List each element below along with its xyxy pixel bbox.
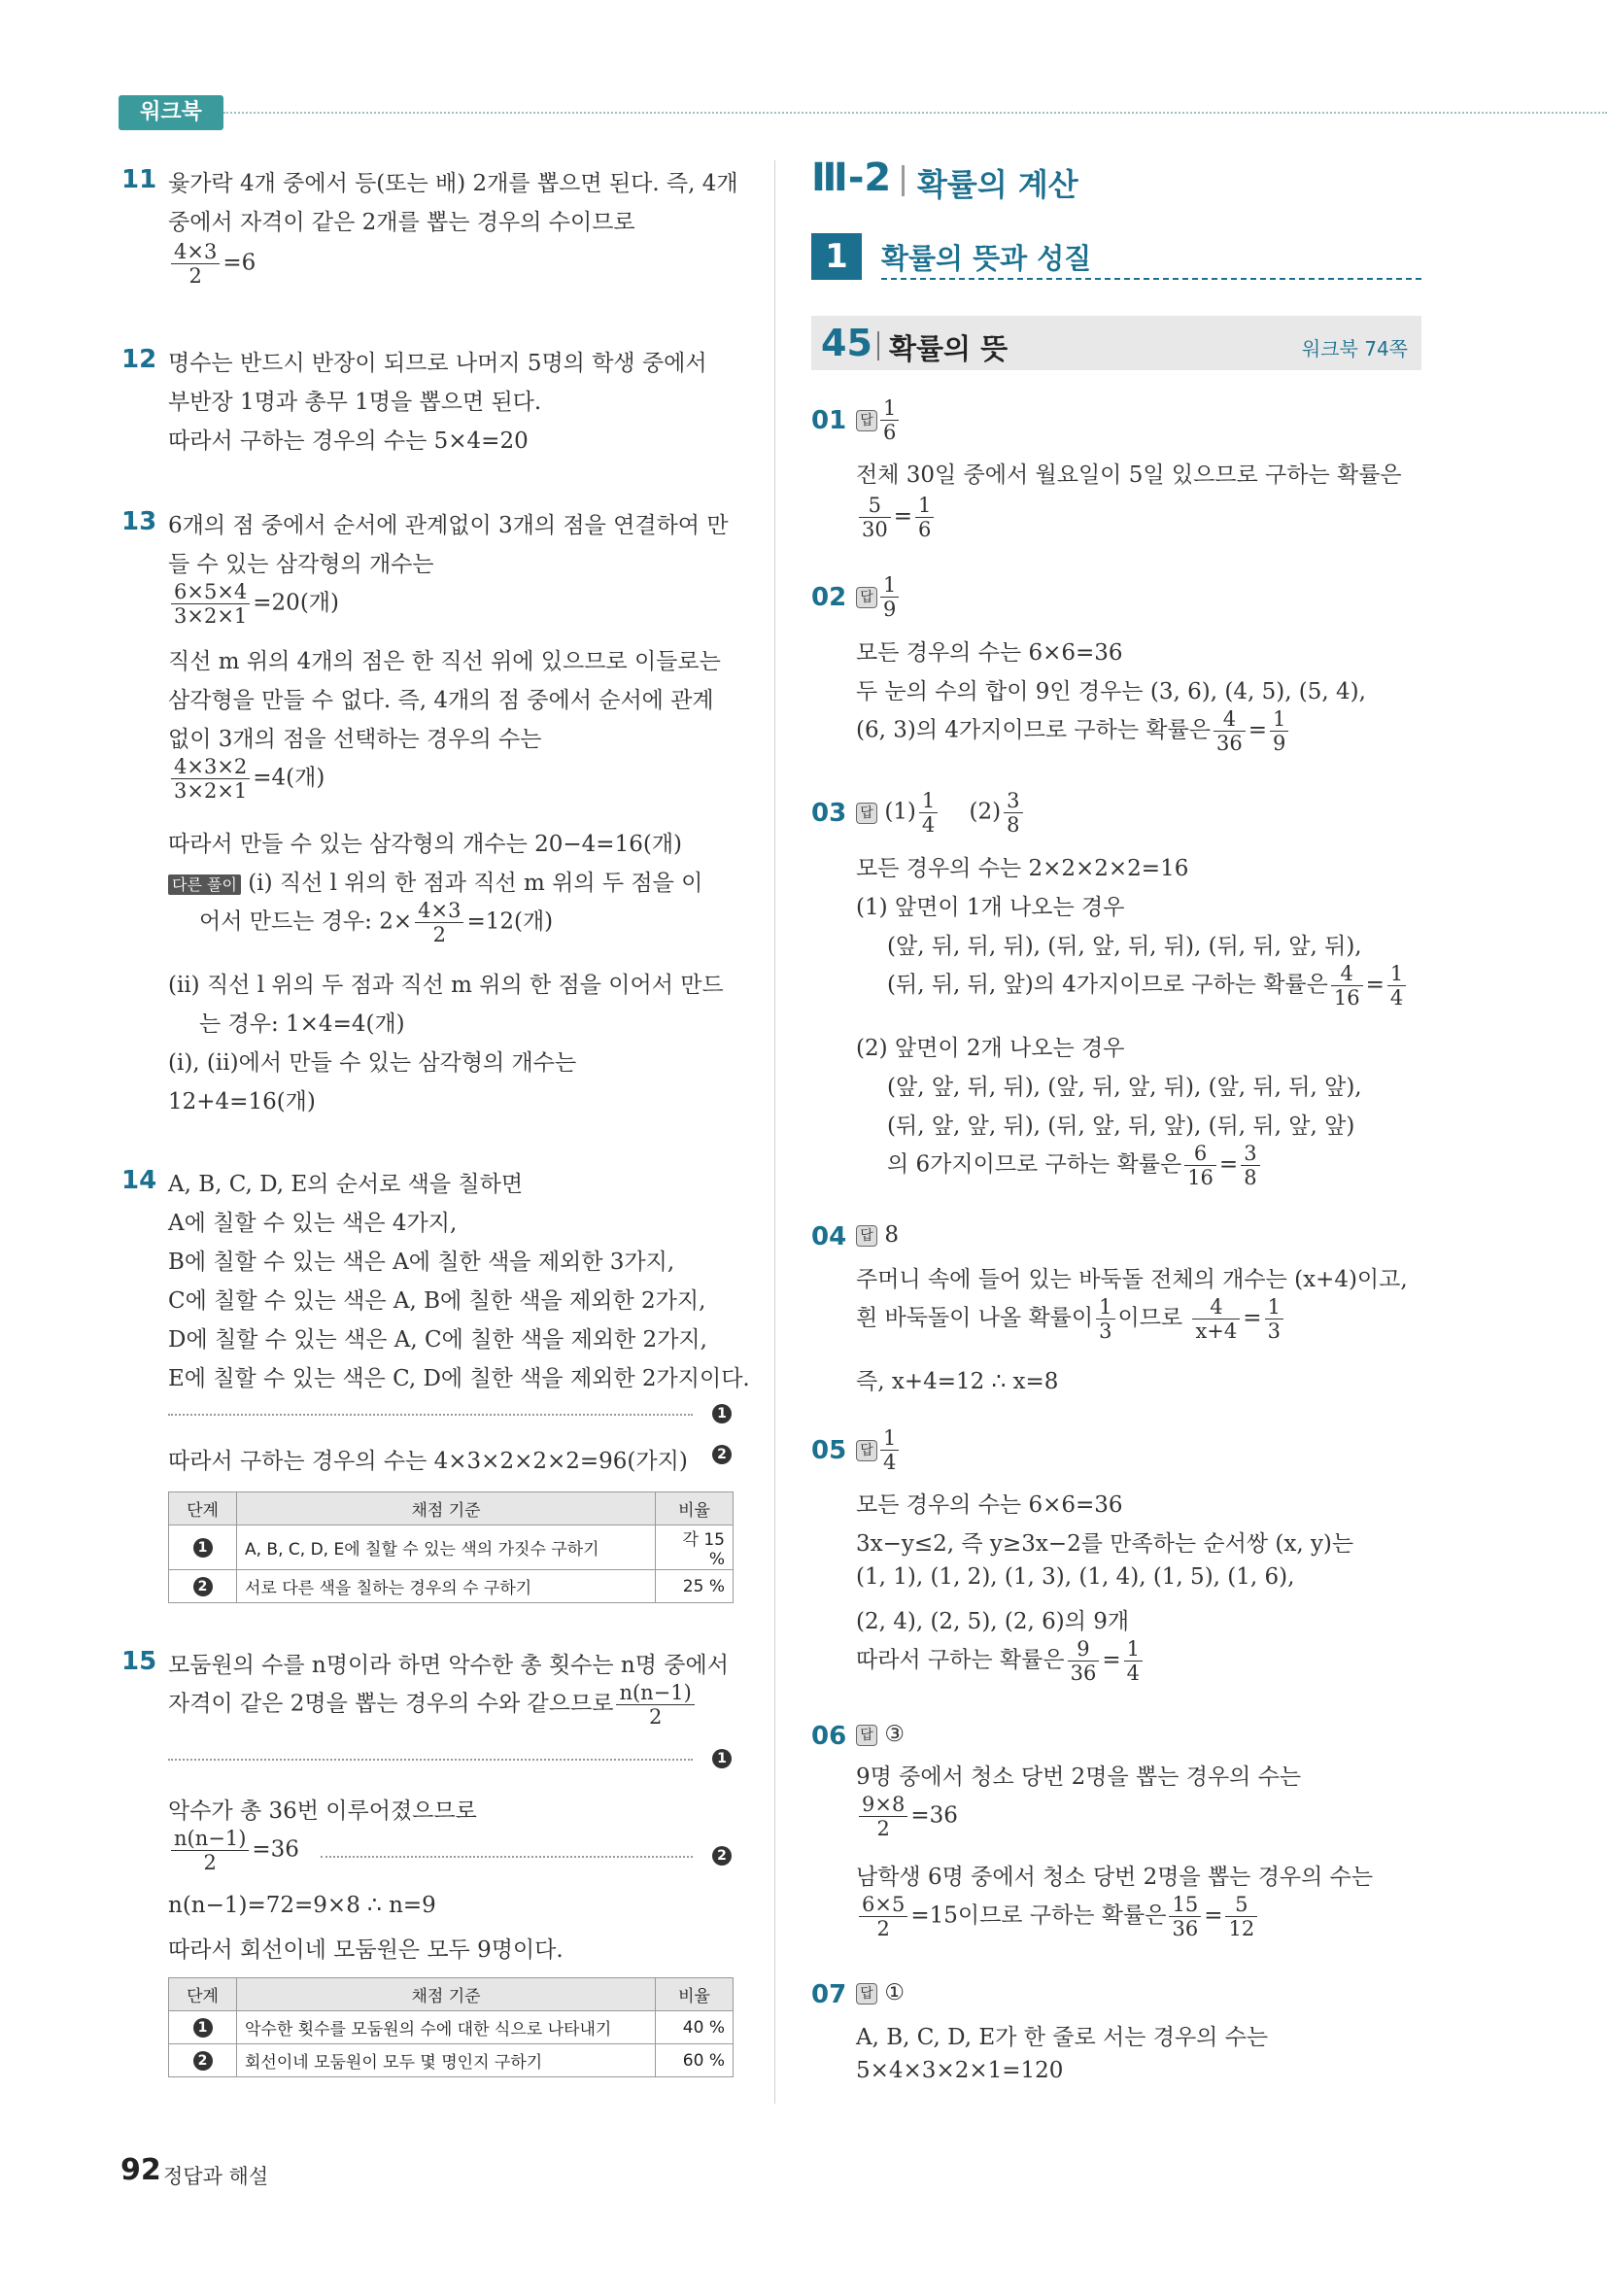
table-row: 2 회선이네 모둠원이 모두 몇 명인지 구하기 60 %	[169, 2044, 734, 2077]
problem-13-fraction: 어서 만드는 경우: 2× $\frac{4\times 3}{2}$ =12(개)	[199, 899, 554, 946]
question-03-fraction: (뒤, 뒤, 뒤, 앞)의 4가지이므로 구하는 확률은 $\frac{4}{16}$ = $\frac{1}{4}$	[887, 962, 1409, 1010]
subsection-underline	[881, 278, 1421, 280]
answer-icon: 답	[856, 587, 877, 608]
problem-15-line: 모둠원의 수를 n명이라 하면 악수한 총 횟수는 n명 중에서	[168, 1653, 729, 1678]
subsection-title: 확률의 뜻과 성질	[881, 242, 1092, 275]
answer-icon: 답	[856, 1440, 877, 1461]
problem-13-line: 는 경우: 1×4=4(개)	[199, 1011, 405, 1037]
question-03-number: 03	[811, 799, 847, 828]
right-column	[811, 389, 1423, 2099]
step-dotted-line	[321, 1856, 693, 1858]
topic-divider	[877, 331, 879, 360]
question-07-line: A, B, C, D, E가 한 줄로 서는 경우의 수는	[856, 2025, 1269, 2050]
problem-13-line: 12+4=16(개)	[168, 1089, 316, 1114]
problem-14-line: B에 칠할 수 있는 색은 A에 칠한 색을 제외한 3가지,	[168, 1250, 675, 1275]
step-dotted-line	[168, 1759, 693, 1761]
topic-title: 확률의 뜻	[889, 332, 1009, 365]
problem-14-number: 14	[121, 1166, 157, 1195]
problem-14-line: E에 칠할 수 있는 색은 C, D에 칠한 색을 제외한 2가지이다.	[168, 1366, 750, 1391]
problem-11-line: 윷가락 4개 중에서 등(또는 배) 2개를 뽑으면 된다. 즉, 4개	[168, 171, 738, 196]
question-01-number: 01	[811, 406, 847, 435]
table-row: 1 악수한 횟수를 모둠원의 수에 대한 식으로 나타내기 40 %	[169, 2011, 734, 2044]
step-1-marker: 1	[712, 1404, 732, 1423]
problem-11-number: 11	[121, 165, 157, 194]
problem-13-line: 삼각형을 만들 수 없다. 즉, 4개의 점 중에서 순서에 관계	[168, 688, 714, 713]
question-04-line: 즉, x+4=12 ∴ x=8	[856, 1369, 1059, 1394]
question-03-line: (1) 앞면이 1개 나오는 경우	[856, 895, 1125, 920]
column-divider	[774, 160, 775, 2104]
problem-13-line: 직선 m 위의 4개의 점은 한 직선 위에 있으므로 이들로는	[168, 649, 721, 674]
problem-15-line: n(n−1)=72=9×8 ∴ n=9	[168, 1893, 436, 1918]
question-06-fraction: $\frac{6\times 5}{2}$ =15이므로 구하는 확률은 $\frac{15}{36}$ = $\frac{5}{12}$	[856, 1893, 1260, 1940]
question-05-line: (2, 4), (2, 5), (2, 6)의 9개	[856, 1609, 1130, 1634]
workbook-tag: 워크북	[119, 95, 223, 130]
problem-13-line: (i), (ii)에서 만들 수 있는 삼각형의 개수는	[168, 1050, 577, 1076]
step-dotted-line	[168, 1414, 693, 1416]
question-06-answer: 답 ③	[856, 1722, 905, 1747]
question-02-answer: 답 $\frac{1}{9}$	[856, 573, 902, 621]
question-04-fraction: 흰 바둑돌이 나올 확률이 $\frac{1}{3}$ 이므로 $\frac{4}{x+4}$ = $\frac{1}{3}$	[856, 1295, 1286, 1343]
topic-number: 45	[821, 322, 872, 364]
question-01-line: 전체 30일 중에서 월요일이 5일 있으므로 구하는 확률은	[856, 463, 1402, 488]
step-1-marker: 1	[712, 1749, 732, 1768]
answer-icon: 답	[856, 1225, 877, 1247]
question-03-line: (2) 앞면이 2개 나오는 경우	[856, 1036, 1125, 1061]
question-06-fraction: $\frac{9\times 8}{2}$ =36	[856, 1793, 958, 1840]
question-07-answer: 답 ①	[856, 1980, 905, 2005]
problem-13-fraction: $\frac{6\times 5\times 4}{3\times 2\times 1}$ =20(개)	[168, 580, 339, 628]
problem-15-line: 따라서 회선이네 모둠원은 모두 9명이다.	[168, 1937, 564, 1963]
answer-icon: 답	[856, 1983, 877, 2005]
question-02-fraction: (6, 3)의 4가지이므로 구하는 확률은 $\frac{4}{36}$ = $\frac{1}{9}$	[856, 707, 1291, 755]
question-05-answer: 답 $\frac{1}{4}$	[856, 1426, 902, 1474]
question-07-line: 5×4×3×2×1=120	[856, 2058, 1064, 2083]
table-row: 1 A, B, C, D, E에 칠할 수 있는 색의 가짓수 구하기 각 15 %	[169, 1525, 734, 1570]
question-06-line: 남학생 6명 중에서 청소 당번 2명을 뽑는 경우의 수는	[856, 1865, 1374, 1890]
problem-12-line: 부반장 1명과 총무 1명을 뽑으면 된다.	[168, 390, 542, 415]
question-02-line: 모든 경우의 수는 6×6=36	[856, 640, 1123, 666]
section-title: 확률의 계산	[917, 166, 1078, 203]
left-column	[121, 160, 750, 2094]
section-divider	[902, 165, 905, 196]
problem-14-line: 따라서 구하는 경우의 수는 4×3×2×2×2=96(가지)	[168, 1449, 688, 1474]
section-code: Ⅲ-2	[811, 155, 892, 200]
question-05-fraction: 따라서 구하는 확률은 $\frac{9}{36}$ = $\frac{1}{4}$	[856, 1637, 1145, 1685]
alt-solution-label: 다른 풀이	[168, 874, 241, 895]
problem-12-line: 명수는 반드시 반장이 되므로 나머지 5명의 학생 중에서	[168, 351, 707, 376]
problem-13-line: 들 수 있는 삼각형의 개수는	[168, 552, 434, 577]
workbook-page-ref: 워크북 74쪽	[1301, 337, 1408, 360]
question-03-line: (앞, 앞, 뒤, 뒤), (앞, 뒤, 앞, 뒤), (앞, 뒤, 뒤, 앞),	[887, 1075, 1362, 1100]
problem-14-line: C에 칠할 수 있는 색은 A, B에 칠한 색을 제외한 2가지,	[168, 1288, 706, 1314]
question-05-number: 05	[811, 1436, 847, 1465]
problem-11-line: 중에서 자격이 같은 2개를 뽑는 경우의 수이므로	[168, 210, 635, 235]
question-07-number: 07	[811, 1980, 847, 2009]
question-03-line: 모든 경우의 수는 2×2×2×2=16	[856, 856, 1189, 881]
problem-13-line: (ii) 직선 l 위의 두 점과 직선 m 위의 한 점을 이어서 만드	[168, 973, 724, 998]
question-05-line: 모든 경우의 수는 6×6=36	[856, 1492, 1123, 1518]
problem-11-fraction: $\frac{4\times 3}{2}$ =6	[168, 240, 256, 288]
question-06-line: 9명 중에서 청소 당번 2명을 뽑는 경우의 수는	[856, 1765, 1302, 1790]
grading-table-15: 단계 채점 기준 비율 1 악수한 횟수를 모둠원의 수에 대한 식으로 나타내기 40 % 2 회선이네 모둠원이 모두 몇 명인지 구하기 60 %	[168, 1977, 734, 2077]
table-row: 2 서로 다른 색을 칠하는 경우의 수 구하기 25 %	[169, 1570, 734, 1603]
problem-15-fraction: $\frac{n(n-1)}{2}$ =36	[168, 1827, 299, 1874]
problem-15-fraction: 자격이 같은 2명을 뽑는 경우의 수와 같으므로 $\frac{n(n-1)}{2}$	[168, 1681, 698, 1729]
question-04-line: 주머니 속에 들어 있는 바둑돌 전체의 개수는 (x+4)이고,	[856, 1267, 1408, 1292]
page-number: 92	[120, 2153, 161, 2187]
grading-table-14: 단계 채점 기준 비율 1 A, B, C, D, E에 칠할 수 있는 색의 가짓수 구하기 각 15 % 2 서로 다른 색을 칠하는 경우의 수 구하기 25 %	[168, 1491, 734, 1603]
question-01-fraction: $\frac{5}{30}$ = $\frac{1}{6}$	[856, 494, 937, 541]
problem-13-number: 13	[121, 507, 157, 536]
problem-15-number: 15	[121, 1647, 157, 1676]
answer-icon: 답	[856, 1725, 877, 1746]
question-05-line: 3x−y≤2, 즉 y≥3x−2를 만족하는 순서쌍 (x, y)는	[856, 1531, 1354, 1557]
subsection-number: 1	[811, 233, 862, 280]
answer-icon: 답	[856, 410, 877, 431]
problem-13-line: 없이 3개의 점을 선택하는 경우의 수는	[168, 727, 542, 752]
step-2-marker: 2	[712, 1846, 732, 1866]
question-02-number: 02	[811, 583, 847, 612]
problem-13-line: 따라서 만들 수 있는 삼각형의 개수는 20−4=16(개)	[168, 832, 683, 857]
problem-13-fraction: $\frac{4\times 3\times 2}{3\times 2\times 1}$ =4(개)	[168, 755, 325, 803]
question-05-line: (1, 1), (1, 2), (1, 3), (1, 4), (1, 5), (1, 6),	[856, 1564, 1295, 1590]
footer-label: 정답과 해설	[163, 2165, 269, 2188]
problem-14-line: A, B, C, D, E의 순서로 색을 칠하면	[168, 1172, 524, 1197]
header-dotted-line	[223, 112, 1607, 114]
topic-banner	[811, 316, 1421, 370]
problem-13-alt-line: 다른 풀이 (i) 직선 l 위의 한 점과 직선 m 위의 두 점을 이	[168, 865, 702, 897]
step-2-marker: 2	[712, 1445, 732, 1464]
problem-14-line: D에 칠할 수 있는 색은 A, C에 칠한 색을 제외한 2가지,	[168, 1327, 707, 1353]
question-03-answer: 답 (1) $\frac{1}{4}$ (2) $\frac{3}{8}$	[856, 789, 1026, 837]
answer-icon: 답	[856, 803, 877, 824]
question-04-answer: 답 8	[856, 1222, 899, 1248]
question-06-number: 06	[811, 1722, 847, 1751]
question-03-fraction: 의 6가지이므로 구하는 확률은 $\frac{6}{16}$ = $\frac{3}{8}$	[887, 1142, 1263, 1189]
problem-14-line: A에 칠할 수 있는 색은 4가지,	[168, 1211, 458, 1236]
question-03-line: (앞, 뒤, 뒤, 뒤), (뒤, 앞, 뒤, 뒤), (뒤, 뒤, 앞, 뒤),	[887, 934, 1362, 959]
question-04-number: 04	[811, 1222, 847, 1251]
problem-12-line: 따라서 구하는 경우의 수는 5×4=20	[168, 428, 529, 454]
problem-12-number: 12	[121, 345, 157, 374]
question-01-answer: 답 $\frac{1}{6}$	[856, 396, 902, 444]
problem-15-line: 악수가 총 36번 이루어졌으므로	[168, 1799, 477, 1824]
question-03-line: (뒤, 앞, 앞, 뒤), (뒤, 앞, 뒤, 앞), (뒤, 뒤, 앞, 앞)	[887, 1114, 1355, 1139]
problem-13-line: 6개의 점 중에서 순서에 관계없이 3개의 점을 연결하여 만	[168, 513, 729, 538]
question-02-line: 두 눈의 수의 합이 9인 경우는 (3, 6), (4, 5), (5, 4),	[856, 679, 1366, 704]
